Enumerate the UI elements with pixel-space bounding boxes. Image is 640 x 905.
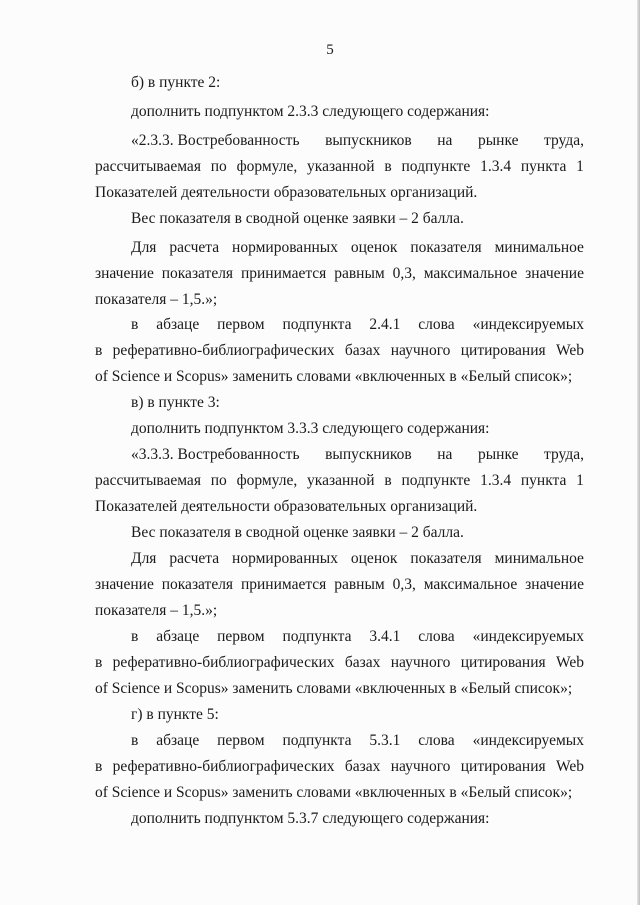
word: принимается (240, 265, 327, 282)
word: формуле, (236, 158, 298, 175)
word: равным (334, 576, 385, 593)
word: научного (390, 758, 451, 775)
word: труда, (544, 132, 584, 149)
word: абзаце (156, 316, 200, 333)
word: по (210, 158, 227, 175)
word: 1.3.4 (480, 158, 512, 175)
word: подпункта (282, 628, 352, 645)
word: реферативно-библиографических (112, 758, 335, 775)
text-line: Вес показателя в сводной оценке заявки – 2 балла. (131, 210, 464, 227)
word: минимальное (494, 550, 584, 567)
word: максимальное (423, 576, 518, 593)
word: 1 (576, 158, 584, 175)
word: оценок (350, 239, 398, 256)
text-line-justified (131, 315, 584, 335)
word: подпункта (282, 316, 352, 333)
text-line: б) в пункте 2: (131, 74, 221, 91)
text-line: показателя – 1,5.»; (95, 291, 218, 308)
word: в (95, 342, 103, 359)
word: реферативно-библиографических (112, 342, 335, 359)
word: пункта (520, 158, 567, 175)
word: цитирования (460, 654, 546, 671)
word: оценок (350, 550, 398, 567)
word: первом (217, 316, 265, 333)
word: по (210, 472, 227, 489)
text-line: of Science и Scopus» заменить словами «включенных в «Белый список»; (95, 784, 573, 801)
word: 5.3.1 (369, 732, 401, 749)
word: научного (390, 342, 451, 359)
word: «3.3.3. Востребованность (131, 446, 300, 463)
word: выпускников (325, 132, 412, 149)
word: минимальное (494, 239, 584, 256)
word: пункта (520, 472, 567, 489)
word: труда, (544, 446, 584, 463)
text-line-justified (95, 264, 584, 284)
text-line-justified (95, 157, 584, 177)
word: рассчитываемая (95, 158, 201, 175)
text-line-justified (131, 731, 584, 751)
word: значение (525, 576, 584, 593)
word: рассчитываемая (95, 472, 201, 489)
text-line-justified (131, 549, 584, 569)
word: расчета (169, 550, 220, 567)
word: указанной (307, 472, 375, 489)
word: показателя (410, 550, 482, 567)
page-number: 5 (326, 42, 334, 58)
word: в (131, 732, 139, 749)
word: в (384, 472, 392, 489)
text-line: Показателей деятельности образовательных организаций. (95, 498, 478, 515)
word: максимальное (423, 265, 518, 282)
word: Для (131, 239, 157, 256)
word: первом (217, 732, 265, 749)
text-line-justified (95, 341, 584, 361)
word: расчета (169, 239, 220, 256)
word: первом (217, 628, 265, 645)
word: 3.4.1 (369, 628, 401, 645)
word: «2.3.3. Востребованность (131, 132, 300, 149)
word: в (95, 758, 103, 775)
word: реферативно-библиографических (112, 654, 335, 671)
word: Web (555, 654, 584, 671)
word: 1 (576, 472, 584, 489)
text-line: of Science и Scopus» заменить словами «включенных в «Белый список»; (95, 680, 573, 697)
word: 2.4.1 (369, 316, 401, 333)
word: формуле, (236, 472, 298, 489)
word: абзаце (156, 732, 200, 749)
word: 1.3.4 (480, 472, 512, 489)
word: цитирования (460, 342, 546, 359)
text-line: дополнить подпунктом 2.3.3 следующего содержания: (131, 103, 490, 120)
text-line: дополнить подпунктом 3.3.3 следующего содержания: (131, 420, 490, 437)
word: равным (334, 265, 385, 282)
word: подпункте (401, 472, 471, 489)
text-line-justified (95, 575, 584, 595)
word: указанной (307, 158, 375, 175)
word: показателя (161, 576, 234, 593)
word: научного (390, 654, 451, 671)
word: значение (95, 576, 154, 593)
word: нормированных (232, 550, 338, 567)
word: «индексируемых (472, 628, 584, 645)
word: в (131, 316, 139, 333)
word: базах (344, 654, 381, 671)
text-line: Показателей деятельности образовательных организаций. (95, 184, 478, 201)
word: на (437, 132, 453, 149)
word: значение (95, 265, 154, 282)
word: цитирования (460, 758, 546, 775)
word: «индексируемых (472, 316, 584, 333)
word: принимается (240, 576, 327, 593)
word: Web (555, 342, 584, 359)
word: показателя (410, 239, 482, 256)
text-line-justified (95, 653, 584, 673)
word: на (437, 446, 453, 463)
word: базах (344, 342, 381, 359)
text-line-justified (95, 471, 584, 491)
text-line-justified (131, 238, 584, 258)
word: подпункта (282, 732, 352, 749)
text-line-justified (131, 131, 584, 151)
word: слова (418, 732, 455, 749)
text-line: г) в пункте 5: (131, 706, 219, 723)
word: слова (418, 628, 455, 645)
word: «индексируемых (472, 732, 584, 749)
word: слова (418, 316, 455, 333)
word: нормированных (232, 239, 338, 256)
word: Web (555, 758, 584, 775)
word: абзаце (156, 628, 200, 645)
word: в (95, 654, 103, 671)
text-line: Вес показателя в сводной оценке заявки – 2 балла. (131, 524, 464, 541)
word: показателя (161, 265, 234, 282)
word: 0,3, (392, 576, 416, 593)
word: Для (131, 550, 157, 567)
word: 0,3, (392, 265, 416, 282)
word: рынке (478, 132, 519, 149)
word: базах (344, 758, 381, 775)
word: в (131, 628, 139, 645)
word: значение (525, 265, 584, 282)
text-line: дополнить подпунктом 5.3.7 следующего содержания: (131, 810, 490, 827)
text-line: показателя – 1,5.»; (95, 602, 218, 619)
word: рынке (478, 446, 519, 463)
text-line-justified (95, 757, 584, 777)
text-line: of Science и Scopus» заменить словами «включенных в «Белый список»; (95, 368, 573, 385)
text-line: в) в пункте 3: (131, 394, 220, 411)
word: выпускников (325, 446, 412, 463)
text-line-justified (131, 627, 584, 647)
text-line-justified (131, 445, 584, 465)
word: подпункте (401, 158, 471, 175)
word: в (384, 158, 392, 175)
